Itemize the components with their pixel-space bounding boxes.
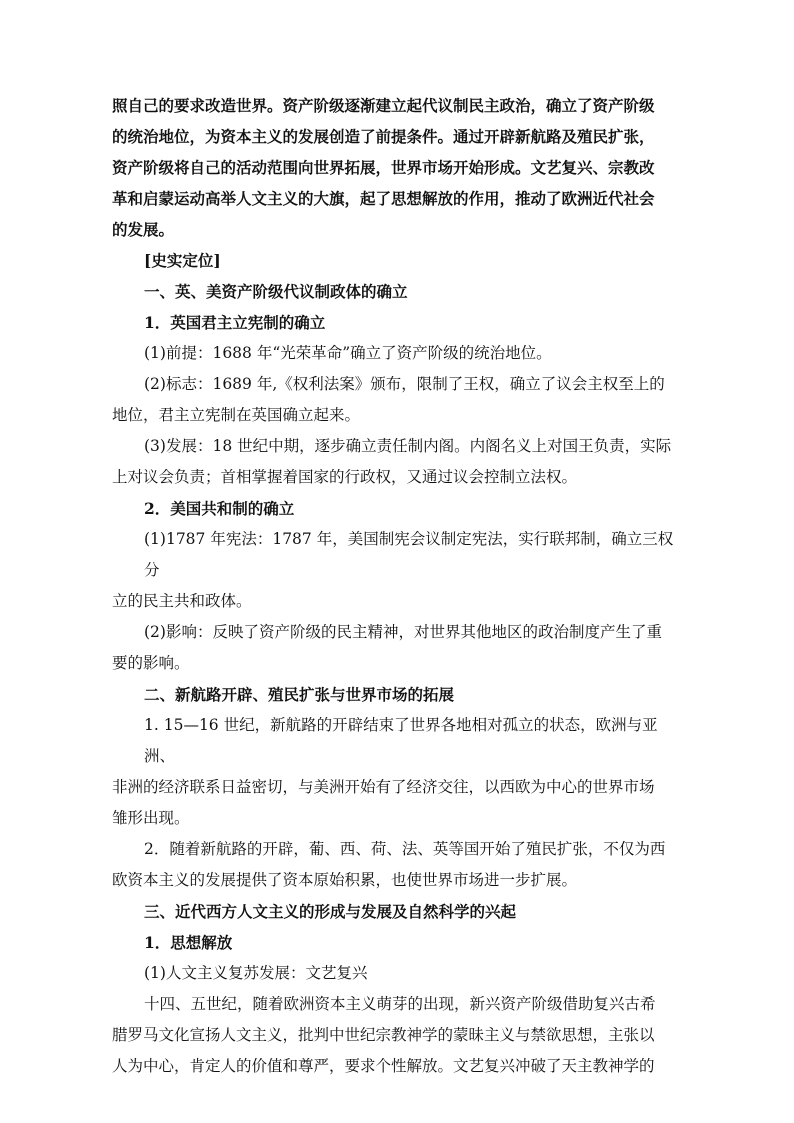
text-line: 要的影响。 (112, 654, 190, 672)
text-line: (1)前提：1688 年“光荣革命”确立了资产阶级的统治地位。 (144, 344, 552, 362)
intro-paragraph (112, 90, 682, 245)
text-line: 1. 15—16 世纪，新航路的开辟结束了世界各地相对孤立的状态，欧洲与亚洲、 (144, 716, 658, 765)
text-line: (1)人文主义复苏发展：文艺复兴 (144, 964, 368, 982)
section-1-subtitle-1: 1．英国君主立宪制的确立 (144, 313, 326, 332)
text-line: (1)1787 年宪法：1787 年，美国制宪会议制定宪法，实行联邦制，确立三权分 (144, 530, 674, 579)
text-line: 照自己的要求改造世界。资产阶级逐渐建立起代议制民主政治，确立了资产阶级 (112, 96, 655, 115)
text-line: 欧资本主义的发展提供了资本原始积累，也使世界市场进一步扩展。 (112, 871, 578, 889)
document-page (112, 90, 682, 1082)
text-line: 地位，君主立宪制在英国确立起来。 (112, 406, 361, 424)
section-3-title: 三、近代西方人文主义的形成与发展及自然科学的兴起 (144, 902, 517, 921)
text-line: (2)标志：1689 年,《权利法案》颁布，限制了王权，确立了议会主权至上的 (144, 375, 665, 393)
text-line: 腊罗马文化宣扬人文主义，批判中世纪宗教神学的蒙昧主义与禁欲思想，主张以 (112, 1026, 655, 1044)
section-1-title: 一、英、美资产阶级代议制政体的确立 (144, 282, 408, 301)
text-line: 非洲的经济联系日益密切，与美洲开始有了经济交往，以西欧为中心的世界市场 (112, 778, 655, 796)
text-line: 人为中心，肯定人的价值和尊严，要求个性解放。文艺复兴冲破了天主教神学的 (112, 1057, 655, 1075)
section-label: [史实定位] (144, 251, 221, 270)
text-line: 资产阶级将自己的活动范围向世界拓展，世界市场开始形成。文艺复兴、宗教改 (112, 158, 655, 177)
text-line: 雏形出现。 (112, 809, 190, 827)
text-line: 立的民主共和政体。 (112, 592, 252, 610)
text-line: (2)影响：反映了资产阶级的民主精神，对世界其他地区的政治制度产生了重 (144, 623, 662, 641)
section-3-subtitle-1: 1．思想解放 (144, 933, 233, 952)
section-2-title: 二、新航路开辟、殖民扩张与世界市场的拓展 (144, 685, 455, 704)
text-line: 十四、五世纪，随着欧洲资本主义萌芽的出现，新兴资产阶级借助复兴古希 (144, 995, 656, 1013)
text-line: 的统治地位，为资本主义的发展创造了前提条件。通过开辟新航路及殖民扩张， (112, 127, 655, 146)
text-line: 的发展。 (112, 220, 175, 239)
section-1-subtitle-2: 2．美国共和制的确立 (144, 499, 295, 518)
text-line: 2．随着新航路的开辟，葡、西、荷、法、英等国开始了殖民扩张，不仅为西 (144, 840, 666, 858)
text-line: 革和启蒙运动高举人文主义的大旗，起了思想解放的作用，推动了欧洲近代社会 (112, 189, 655, 208)
text-line: (3)发展：18 世纪中期，逐步确立责任制内阁。内阁名义上对国王负责，实际 (144, 437, 672, 455)
text-line: 上对议会负责；首相掌握着国家的行政权，又通过议会控制立法权。 (112, 468, 578, 486)
